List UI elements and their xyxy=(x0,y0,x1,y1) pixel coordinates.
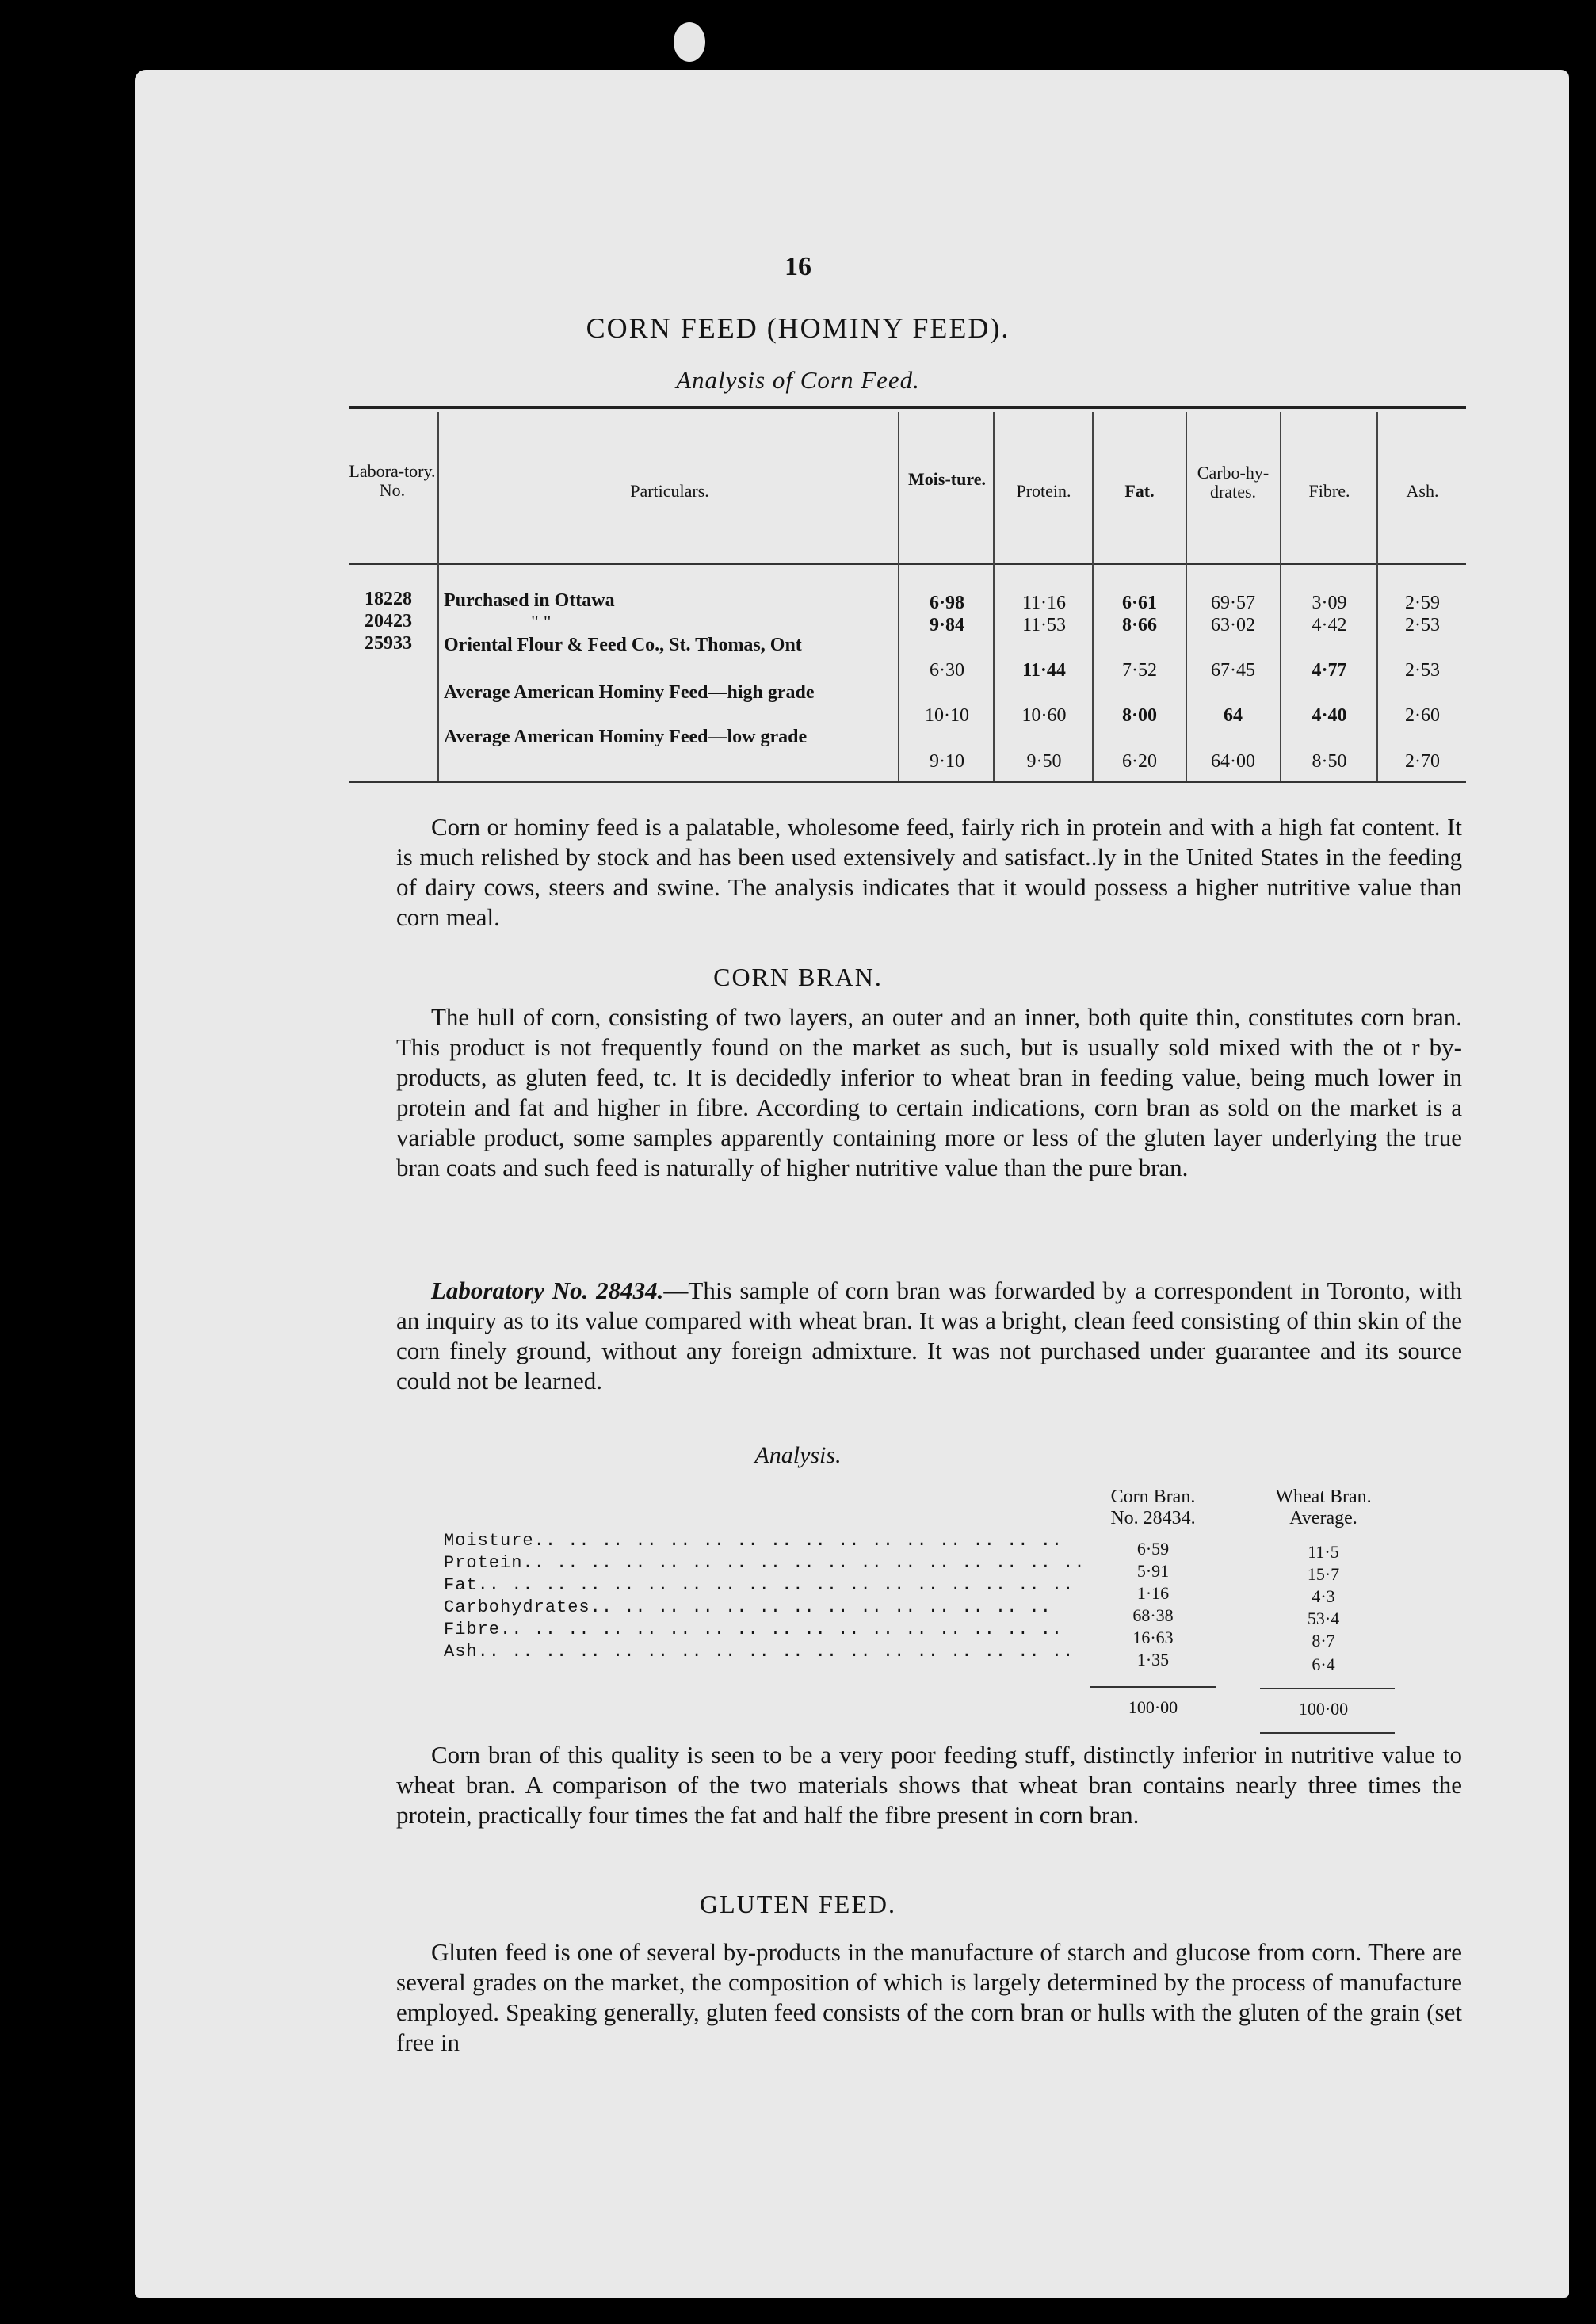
corn-bran-value: 6·59 xyxy=(1136,1539,1170,1559)
cell-moisture: 6·98 xyxy=(929,593,964,613)
wheat-bran-value: 4·3 xyxy=(1312,1586,1335,1606)
row-particulars: " " xyxy=(531,612,552,633)
cell-fibre: 8·50 xyxy=(1312,751,1347,772)
row-particulars: Average American Hominy Feed—high grade xyxy=(444,682,815,703)
row-particulars: Oriental Flour & Feed Co., St. Thomas, Ont xyxy=(444,635,802,655)
cell-ash: 2·60 xyxy=(1405,705,1440,726)
col-corn-bran-title: Corn Bran. xyxy=(1110,1486,1196,1507)
analysis-row-label: Protein.. .. .. .. .. .. .. .. .. .. .. .. .. .. .. .. .. xyxy=(444,1553,1086,1573)
corn-bran-value: 5·91 xyxy=(1136,1561,1170,1581)
col-wheat-bran-title: Wheat Bran. xyxy=(1275,1486,1372,1507)
col-wheat-bran-average: Average. xyxy=(1289,1508,1357,1528)
table-column-divider xyxy=(993,412,995,781)
cell-fat: 7·52 xyxy=(1122,660,1157,681)
cell-ash: 2·53 xyxy=(1405,660,1440,681)
table-rule-top xyxy=(349,406,1466,409)
header-fibre: Fibre. xyxy=(1308,481,1350,501)
wheat-bran-value: 53·4 xyxy=(1307,1608,1340,1628)
cell-carbohydrates: 64 xyxy=(1224,705,1243,726)
cell-ash: 2·59 xyxy=(1405,593,1440,613)
table-column-divider xyxy=(1092,412,1094,781)
cell-carbohydrates: 63·02 xyxy=(1211,615,1255,635)
section-title: CORN FEED (HOMINY FEED). xyxy=(586,312,1010,344)
corn-bran-value: 16·63 xyxy=(1132,1628,1174,1647)
paragraph-corn-bran: The hull of corn, consisting of two layers, an outer and an inner, both quite thin, constitutes corn bran. This product is not frequently found on the market as such, but is usually sold mixed with the ot r by-products, as gluten feed, tc. It is decidedly inferior to wheat bran in feeding value, being much lower in protein and fat and higher in fibre. According to certain indications, corn bran as sold on the market is a variable product, some samples apparently containing more or less of the gluten layer underlying the true bran coats and such feed is naturally of higher nutritive value than the pure bran. xyxy=(396,1003,1462,1181)
col-corn-bran-sample: No. 28434. xyxy=(1110,1508,1196,1528)
col-corn-bran-header xyxy=(1090,1486,1216,1529)
analysis-row-label: Fat.. .. .. .. .. .. .. .. .. .. .. .. .. .. .. .. .. .. xyxy=(444,1575,1075,1595)
lab-number-list xyxy=(365,588,412,654)
cell-moisture: 9·10 xyxy=(930,751,964,772)
cell-protein: 9·50 xyxy=(1026,751,1062,772)
cell-carbohydrates: 69·57 xyxy=(1211,593,1255,613)
sum-rule xyxy=(1090,1686,1216,1688)
scan-speck xyxy=(674,22,705,62)
wheat-bran-value: 11·5 xyxy=(1308,1542,1339,1562)
lab-number: 20423 xyxy=(365,611,412,632)
cell-moisture: 6·30 xyxy=(930,660,964,681)
sum-rule xyxy=(1260,1732,1395,1734)
wheat-bran-value: 8·7 xyxy=(1312,1631,1335,1650)
table-column-divider xyxy=(1186,412,1187,781)
header-lab-no: Labora-tory. No. xyxy=(349,461,436,500)
paragraph-gluten-feed: Gluten feed is one of several by-products in the manufacture of starch and glucose from corn. There are several grades on the market, the composition of which is largely determined by the process of manufacture employed. Speaking generally, gluten feed consists of the corn bran or hulls with the gluten of the grain (set free in xyxy=(396,1938,1462,2056)
laboratory-reference: Laboratory No. 28434. xyxy=(431,1276,664,1304)
corn-bran-value: 1·35 xyxy=(1136,1650,1170,1670)
cell-fibre: 3·09 xyxy=(1312,593,1347,613)
paragraph-comparison: Corn bran of this quality is seen to be a very poor feeding stuff, distinctly inferior in nutritive value to wheat bran. A comparison of the two materials shows that wheat bran contains nearly three times the protein, practically four times the fat and half the fibre present in corn bran. xyxy=(396,1741,1462,1829)
page-number: 16 xyxy=(785,252,811,281)
paragraph-laboratory-text: —This sample of corn bran was forwarded by a correspondent in Toronto, with an inquiry as to its value compared with wheat bran. It was a bright, clean feed consisting of thin skin of the corn finely ground, without any foreign admixture. It was not purchased under guarantee and its source could not be learned. xyxy=(396,1276,1462,1395)
cell-protein: 10·60 xyxy=(1021,705,1067,726)
corn-bran-value: 68·38 xyxy=(1132,1605,1174,1625)
header-moisture: Mois-ture. xyxy=(908,469,986,489)
table-caption: Analysis of Corn Feed. xyxy=(676,366,920,394)
row-particulars: Average American Hominy Feed—low grade xyxy=(444,727,808,747)
cell-moisture: 9·84 xyxy=(929,615,964,635)
analysis-row-label: Ash.. .. .. .. .. .. .. .. .. .. .. .. .. .. .. .. .. .. xyxy=(444,1642,1075,1662)
corn-bran-total: 100·00 xyxy=(1128,1697,1178,1717)
table-rule-bottom xyxy=(349,781,1466,783)
cell-fat: 8·00 xyxy=(1121,705,1157,726)
table-column-divider xyxy=(1376,412,1378,781)
cell-fibre: 4·77 xyxy=(1312,660,1347,681)
table-column-divider xyxy=(898,412,899,781)
header-carbohydrates: Carbo-hy-drates. xyxy=(1197,463,1270,502)
cell-fat: 6·61 xyxy=(1121,593,1157,613)
paragraph-laboratory-sample xyxy=(396,1276,1462,1396)
header-ash: Ash. xyxy=(1406,481,1439,501)
wheat-bran-total: 100·00 xyxy=(1298,1699,1349,1719)
lab-number: 25933 xyxy=(365,633,412,654)
cell-ash: 2·53 xyxy=(1405,615,1440,635)
heading-gluten-feed: GLUTEN FEED. xyxy=(700,1890,896,1918)
analysis-row-label: Fibre.. .. .. .. .. .. .. .. .. .. .. .. .. .. .. .. .. xyxy=(444,1620,1063,1639)
table-rule-header xyxy=(349,563,1466,565)
cell-protein: 11·16 xyxy=(1021,593,1067,613)
table-column-divider xyxy=(1280,412,1281,781)
paragraph-corn-feed: Corn or hominy feed is a palatable, wholesome feed, fairly rich in protein and with a high fat content. It is much relished by stock and has been used extensively and satisfact..ly in the United States in the feeding of dairy cows, steers and swine. The analysis indicates that it would possess a higher nutritive value than corn meal. xyxy=(396,813,1462,931)
analysis-row-label: Moisture.. .. .. .. .. .. .. .. .. .. .. .. .. .. .. .. xyxy=(444,1531,1063,1551)
lab-number: 18228 xyxy=(365,589,412,609)
col-wheat-bran-header xyxy=(1256,1486,1391,1529)
cell-fat: 8·66 xyxy=(1121,615,1157,635)
cell-ash: 2·70 xyxy=(1405,751,1440,772)
cell-protein: 11·53 xyxy=(1021,615,1067,635)
cell-fat: 6·20 xyxy=(1122,751,1157,772)
header-protein: Protein. xyxy=(1016,481,1071,501)
sum-rule xyxy=(1260,1688,1395,1689)
heading-corn-bran: CORN BRAN. xyxy=(713,963,883,991)
corn-bran-value: 1·16 xyxy=(1136,1583,1170,1603)
cell-carbohydrates: 64·00 xyxy=(1211,751,1255,772)
wheat-bran-value: 15·7 xyxy=(1307,1564,1340,1584)
table-column-divider xyxy=(437,412,439,781)
analysis-heading: Analysis. xyxy=(754,1442,842,1468)
cell-fibre: 4·40 xyxy=(1312,705,1347,726)
cell-protein: 11·44 xyxy=(1022,660,1066,681)
header-fat: Fat. xyxy=(1124,481,1155,501)
cell-fibre: 4·42 xyxy=(1312,615,1347,635)
wheat-bran-value: 6·4 xyxy=(1312,1654,1335,1674)
analysis-row-label: Carbohydrates.. .. .. .. .. .. .. .. .. .. .. .. .. .. xyxy=(444,1597,1052,1617)
cell-moisture: 10·10 xyxy=(925,705,969,726)
header-particulars: Particulars. xyxy=(630,481,709,501)
row-particulars: Purchased in Ottawa xyxy=(444,590,615,611)
cell-carbohydrates: 67·45 xyxy=(1211,660,1255,681)
